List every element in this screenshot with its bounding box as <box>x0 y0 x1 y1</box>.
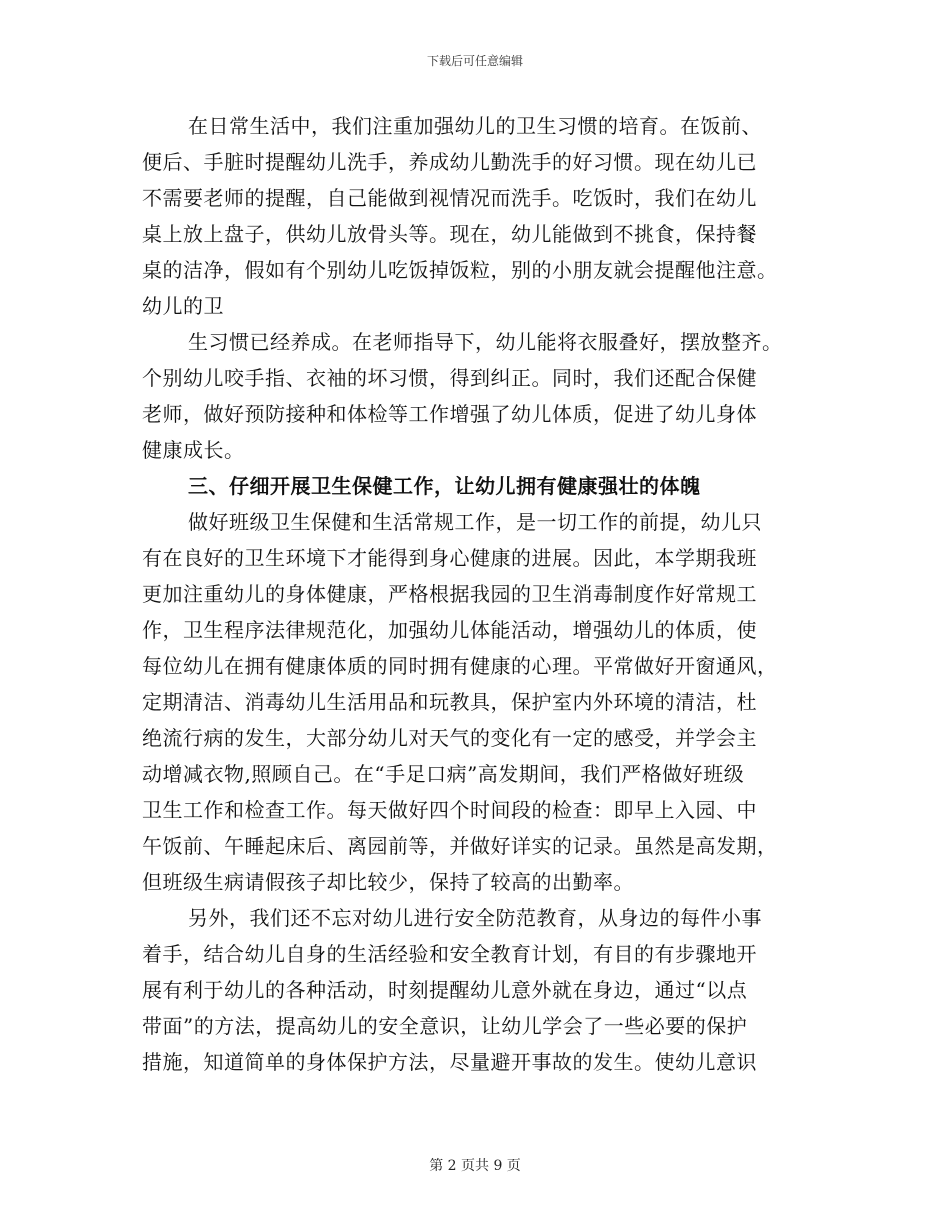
paragraph-line: 动增减衣物,照顾自己。在“手足口病”高发期间，我们严格做好班级 <box>142 762 745 786</box>
paragraph-line: 不需要老师的提醒，自己能做到视情况而洗手。吃饭时，我们在幼儿 <box>142 186 757 210</box>
paragraph-line: 每位幼儿在拥有健康体质的同时拥有健康的心理。平常做好开窗通风， <box>142 654 778 678</box>
paragraph-line: 绝流行病的发生，大部分幼儿对天气的变化有一定的感受，并学会主 <box>142 726 757 750</box>
paragraph-line: 幼儿的卫 <box>142 294 224 318</box>
paragraph-line: 生习惯已经养成。在老师指导下，幼儿能将衣服叠好，摆放整齐。 <box>188 330 783 354</box>
paragraph-line: 另外，我们还不忘对幼儿进行安全防范教育，从身边的每件小事 <box>188 906 762 930</box>
paragraph-line: 有在良好的卫生环境下才能得到身心健康的进展。因此，本学期我班 <box>142 546 757 570</box>
paragraph-line: 更加注重幼儿的身体健康，严格根据我园的卫生消毒制度作好常规工 <box>142 582 757 606</box>
paragraph-line: 卫生工作和检查工作。每天做好四个时间段的检查：即早上入园、中 <box>142 798 757 822</box>
paragraph-line: 着手，结合幼儿自身的生活经验和安全教育计划，有目的有步骤地开 <box>142 942 757 966</box>
paragraph-line: 老师，做好预防接种和体检等工作增强了幼儿体质，促进了幼儿身体 <box>142 402 757 426</box>
paragraph-line: 但班级生病请假孩子却比较少，保持了较高的出勤率。 <box>142 870 634 894</box>
paragraph-line: 便后、手脏时提醒幼儿洗手，养成幼儿勤洗手的好习惯。现在幼儿已 <box>142 150 757 174</box>
paragraph-line: 健康成长。 <box>142 438 245 462</box>
paragraph-line: 作，卫生程序法律规范化，加强幼儿体能活动，增强幼儿的体质，使 <box>142 618 757 642</box>
paragraph-line: 措施，知道简单的身体保护方法，尽量避开事故的发生。使幼儿意识 <box>142 1050 757 1074</box>
page-footer: 第 2 页共 9 页 <box>429 1158 521 1174</box>
document-body <box>142 108 808 1080</box>
paragraph-line: 桌上放上盘子，供幼儿放骨头等。现在，幼儿能做到不挑食，保持餐 <box>142 222 757 246</box>
paragraph-line: 个别幼儿咬手指、衣袖的坏习惯，得到纠正。同时，我们还配合保健 <box>142 366 757 390</box>
paragraph-line: 在日常生活中，我们注重加强幼儿的卫生习惯的培育。在饭前、 <box>188 114 762 138</box>
paragraph-line: 做好班级卫生保健和生活常规工作，是一切工作的前提，幼儿只 <box>188 510 762 534</box>
section-heading: 三、仔细开展卫生保健工作，让幼儿拥有健康强壮的体魄 <box>188 474 701 498</box>
paragraph-line: 桌的洁净，假如有个别幼儿吃饭掉饭粒，别的小朋友就会提醒他注意。 <box>142 258 778 282</box>
paragraph-line: 定期清洁、消毒幼儿生活用品和玩教具，保护室内外环境的清洁，杜 <box>142 690 757 714</box>
page-header: 下载后可任意编辑 <box>426 54 523 68</box>
paragraph-line: 展有利于幼儿的各种活动，时刻提醒幼儿意外就在身边，通过“以点 <box>142 978 748 1002</box>
paragraph-line: 带面”的方法，提高幼儿的安全意识，让幼儿学会了一些必要的保护 <box>142 1014 748 1038</box>
paragraph-line: 午饭前、午睡起床后、离园前等，并做好详实的记录。虽然是高发期， <box>142 834 778 858</box>
